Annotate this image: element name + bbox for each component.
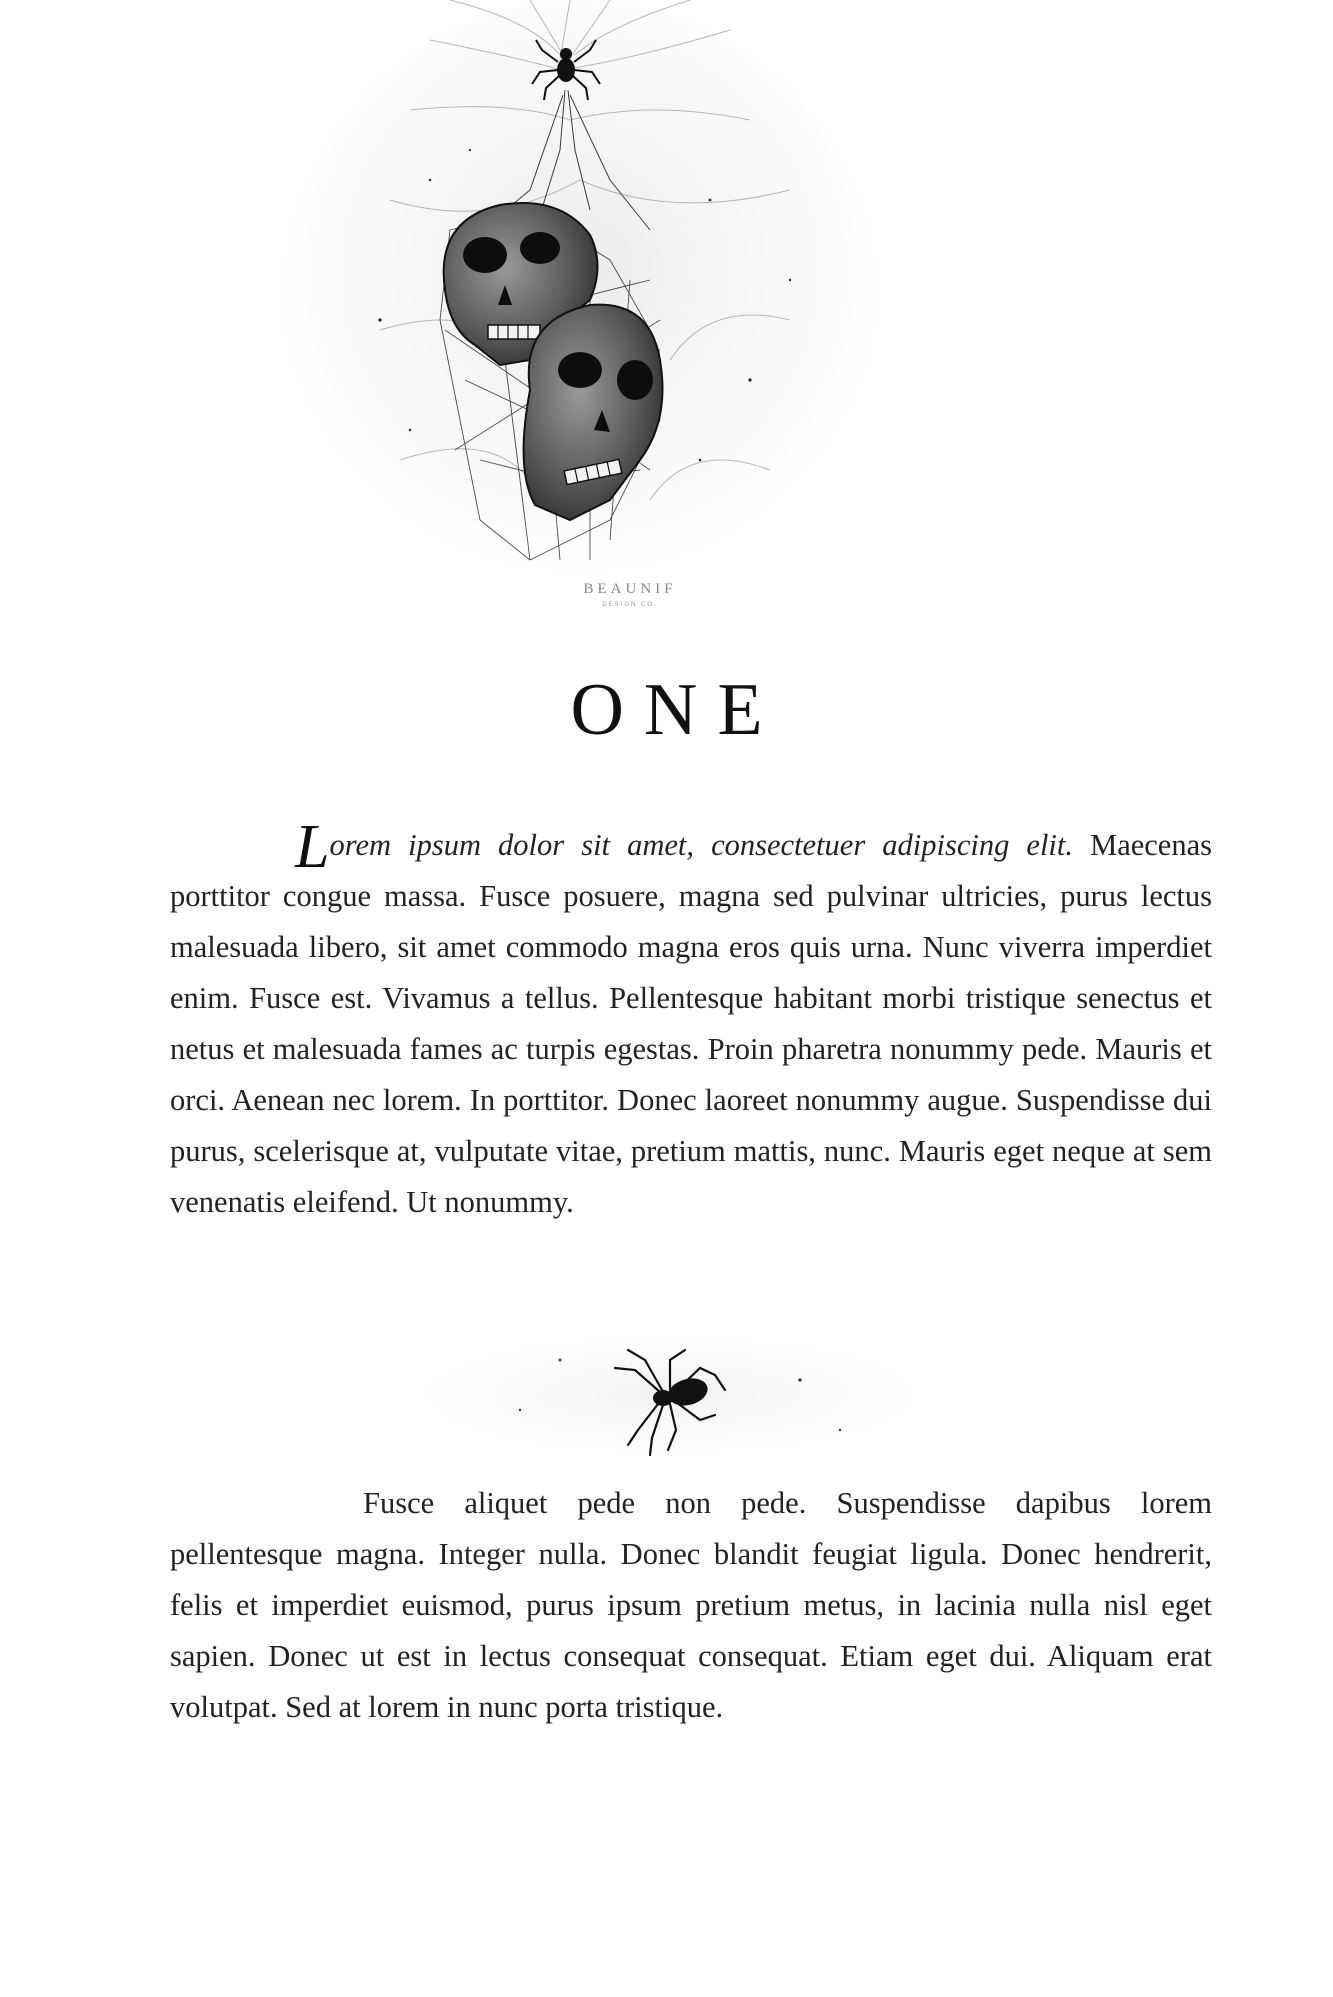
spider-icon	[370, 1320, 970, 1470]
watermark-subtitle: DESIGN CO.	[602, 602, 658, 608]
watermark-title: BEAUNIF	[583, 581, 677, 597]
skulls-in-cobweb-icon	[230, 0, 930, 640]
paragraph-1	[170, 813, 1212, 1228]
chapter-title: ONE	[570, 669, 783, 751]
drop-initial: L	[295, 813, 330, 881]
paragraph-2: Fusce aliquet pede non pede. Suspendisse dapibus lorem pellentesque magna. Integer nulla. Donec blandit feugiat ligula. Donec hendrerit, felis et imperdiet euismod, purus ipsum pretium metus, in lacinia nulla nisl eget sapien. Donec ut est in lectus consequat consequat. Etiam eget dui. Aliquam erat volutpat. Sed at lorem in nunc porta tristique.	[170, 1486, 1212, 1724]
lead-italic-text: orem ipsum dolor sit amet, consectetuer adipiscing elit.	[329, 828, 1073, 862]
paragraph-1-text: Maecenas porttitor congue massa. Fusce posuere, magna sed pulvinar ultricies, purus lectus malesuada libero, sit amet commodo magna eros quis urna. Nunc viverra imperdiet enim. Fusce est. Vivamus a tellus. Pellentesque habitant morbi tristique senectus et netus et malesuada fames ac turpis egestas. Proin pharetra nonummy pede. Mauris et orci. Aenean nec lorem. In porttitor. Donec laoreet nonummy augue. Suspendisse dui purus, scelerisque at, vulputate vitae, pretium mattis, nunc. Mauris eget neque at sem venenatis eleifend. Ut nonummy.	[170, 828, 1212, 1219]
